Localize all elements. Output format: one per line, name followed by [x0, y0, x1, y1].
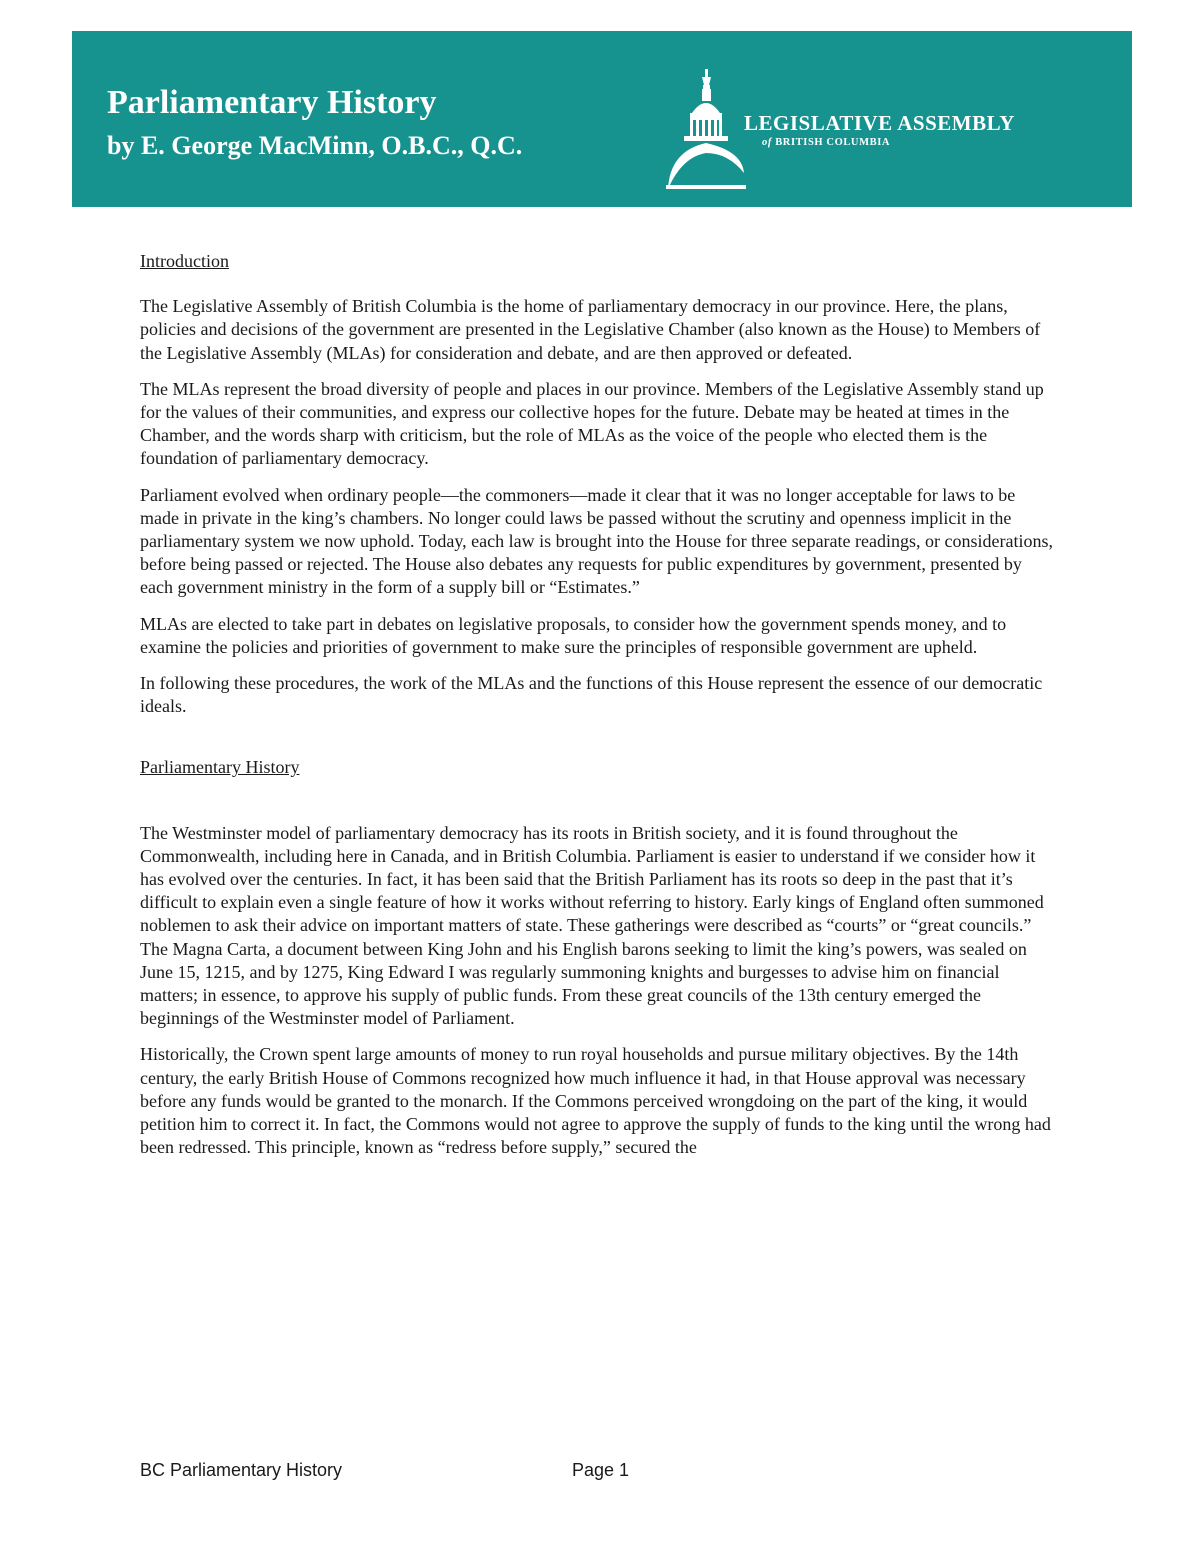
logo-subtitle [762, 137, 890, 148]
legislature-dome-icon [666, 69, 746, 191]
paragraph: The Legislative Assembly of British Columbia is the home of parliamentary democracy in our province. Here, the plans, policies and decisions of the government are presented in the Legislative Chamber (also known as the House) to Members of the Legislative Assembly (MLAs) for consideration and debate, and are then approved or defeated. [140, 296, 1041, 363]
footer-document-name: BC Parliamentary History [140, 1460, 343, 1480]
legislative-assembly-logo [666, 69, 1086, 191]
paragraph: MLAs are elected to take part in debates on legislative proposals, to consider how the government spends money, and to examine the policies and priorities of government to make sure the principles of responsible government are upheld. [140, 613, 1007, 657]
document-body [140, 250, 1055, 1160]
paragraph: Historically, the Crown spent large amounts of money to run royal households and pursue military objectives. By the 14th century, the early British House of Commons recognized how much influence it had, in that House approval was necessary before any funds would be granted to the monarch. If the Commons perceived wrongdoing on the part of the king, it would petition him to correct it. In fact, the Commons would not agree to approve the supply of funds to the king until the wrong had been redressed. This principle, known as “redress before supply,” secured the [140, 1044, 1051, 1158]
header-banner [72, 31, 1132, 207]
section-heading-introduction: Introduction [140, 251, 229, 271]
logo-sub-prefix: of [762, 137, 772, 148]
document-author: by E. George MacMinn, O.B.C., Q.C. [107, 131, 523, 160]
logo-sub-name: BRITISH COLUMBIA [775, 137, 891, 148]
logo-name: LEGISLATIVE ASSEMBLY [744, 111, 1015, 135]
paragraph: Parliament evolved when ordinary people—the commoners—made it clear that it was no longer acceptable for laws to be made in private in the king’s chambers. No longer could laws be passed without the scrutiny and openness implicit in the parliamentary system we now uphold. Today, each law is brought into the House for three separate readings, or considerations, before being passed or rejected. The House also debates any requests for public expenditures by government, presented by each government ministry in the form of a supply bill or “Estimates.” [140, 484, 1053, 598]
paragraph: In following these procedures, the work of the MLAs and the functions of this House represent the essence of our democratic ideals. [140, 673, 1043, 717]
paragraph: The Westminster model of parliamentary democracy has its roots in British society, and it is found throughout the Commonwealth, including here in Canada, and in British Columbia. Parliament is easier to understand if we consider how it has evolved over the centuries. In fact, it has been said that the British Parliament has its roots so deep in the past that it’s difficult to explain even a single feature of how it works without referring to history. Early kings of England often summoned noblemen to ask their advice on important matters of state. These gatherings were described as “courts” or “great councils.” The Magna Carta, a document between King John and his English barons seeking to limit the king’s powers, was sealed on June 15, 1215, and by 1275, King Edward I was regularly summoning knights and burgesses to advise him on financial matters; in essence, to approve his supply of public funds. From these great councils of the 13th century emerged the beginnings of the Westminster model of Parliament. [140, 822, 1044, 1029]
footer-page-number: Page 1 [572, 1460, 630, 1480]
paragraph: The MLAs represent the broad diversity of people and places in our province. Members of the Legislative Assembly stand up for the values of their communities, and express our collective hopes for the future. Debate may be heated at times in the Chamber, and the words sharp with criticism, but the role of MLAs as the voice of the people who elected them is the foundation of parliamentary democracy. [140, 378, 1044, 469]
section-heading-parliamentary-history: Parliamentary History [140, 757, 300, 778]
document-title: Parliamentary History [107, 84, 437, 121]
